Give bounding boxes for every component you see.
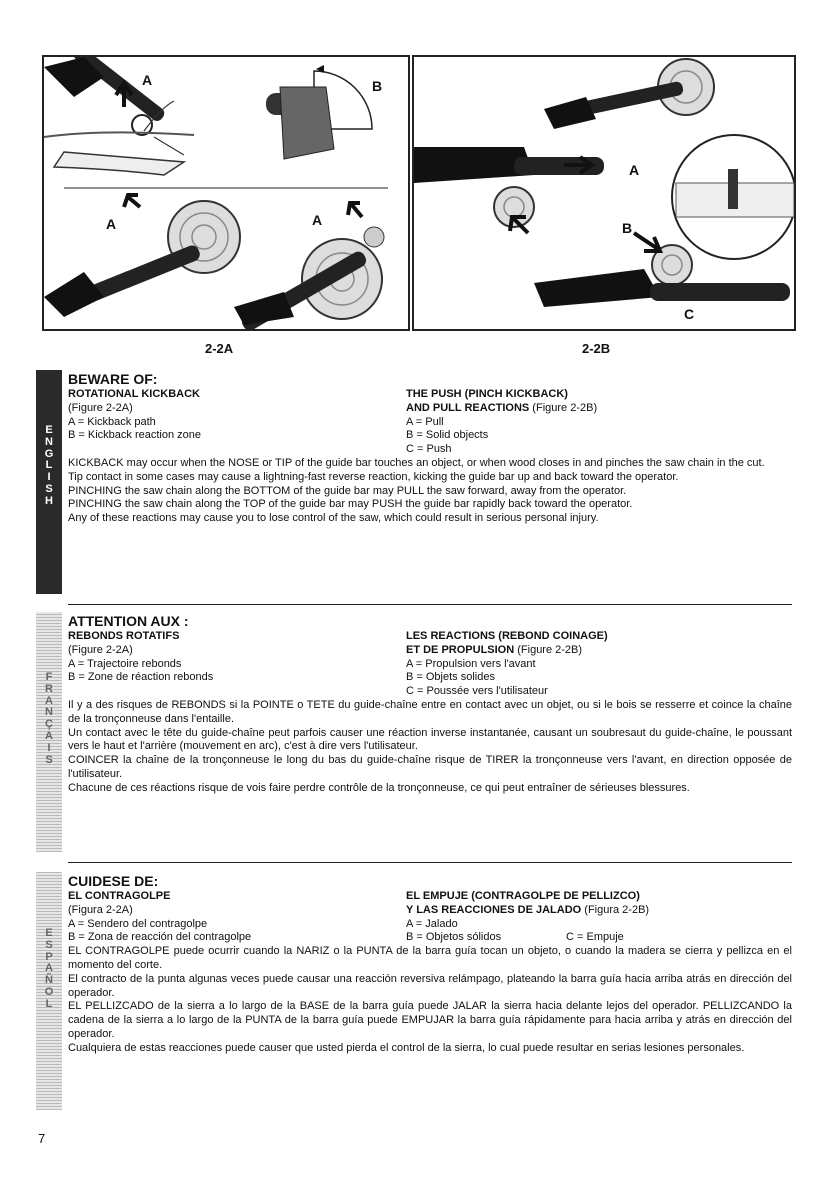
left-item-b: B = Kickback reaction zone <box>68 429 201 442</box>
left-item-b: B = Zona de reacción del contragolpe <box>68 931 252 944</box>
tab-letters-spanish: E S P A Ñ O L <box>44 927 54 1010</box>
right-figure-ref: (Figure 2-2B) <box>529 401 598 414</box>
left-item-b: B = Zone de réaction rebonds <box>68 671 214 684</box>
right-figure-ref: (Figure 2-2B) <box>514 643 583 656</box>
right-subtitle: Y LAS REACCIONES DE JALADO <box>406 903 582 916</box>
label-a-right: A <box>312 212 323 228</box>
chainsaw-middle <box>414 147 604 227</box>
tab-letters-french: F R A N Ç A I S <box>45 671 53 766</box>
left-item-a: A = Trajectoire rebonds <box>68 657 182 670</box>
right-item-c: C = Push <box>406 443 452 456</box>
paragraph: El contracto de la punta algunas veces puede causar una reacción reversiva relámpago, plateando la barra guía hacia arriba atrás en dirección del operador. <box>68 972 792 999</box>
label-a: A <box>629 162 640 178</box>
right-item-c: C = Empuje <box>566 931 624 944</box>
figure-caption-2-2a: 2-2A <box>205 341 234 356</box>
kickback-illustration <box>44 57 408 329</box>
paragraph: Tip contact in some cases may cause a lightning-fast reverse reaction, kicking the guide bar up and back toward the operator. <box>68 470 679 483</box>
right-item-c: C = Poussée vers l'utilisateur <box>406 685 548 698</box>
left-item-a: A = Kickback path <box>68 415 156 428</box>
section-heading: ATTENTION AUX : <box>68 613 189 629</box>
right-item-a: A = Jalado <box>406 917 458 930</box>
right-title: LES REACTIONS (REBOND COINAGE) <box>406 630 608 642</box>
figure-2-2b <box>412 55 796 331</box>
paragraph: PINCHING the saw chain along the TOP of the guide bar may PUSH the guide bar rapidly back toward the operator. <box>68 498 633 511</box>
right-subtitle: ET DE PROPULSION <box>406 643 515 656</box>
detail-circle <box>672 135 794 259</box>
paragraph: PINCHING the saw chain along the BOTTOM of the guide bar may PULL the saw forward, away from the operator. <box>68 484 627 497</box>
divider <box>68 604 792 605</box>
right-subtitle: AND PULL REACTIONS <box>406 401 530 414</box>
label-c: C <box>684 306 695 322</box>
left-figure-ref: (Figura 2-2A) <box>68 903 133 916</box>
paragraph: Any of these reactions may cause you to lose control of the saw, which could result in serious personal injury. <box>68 512 599 525</box>
label-a-left: A <box>106 216 117 232</box>
left-title: EL CONTRAGOLPE <box>68 890 171 902</box>
left-figure-ref: (Figure 2-2A) <box>68 643 133 656</box>
right-item-b: B = Objetos sólidos <box>406 931 502 944</box>
right-title: EL EMPUJE (CONTRAGOLPE DE PELLIZCO) <box>406 890 640 902</box>
paragraph: EL PELLIZCADO de la sierra a lo largo de la BASE de la barra guía puede JALAR la sierra hacia delante lejos del operador. PELLIZCANDO la cadena de la sierra a lo largo de la PUNTA de la barra guía puede EMPUJAR la barra guía rápidamente para hacia arriba y atrás en dirección del operador. <box>68 1000 792 1040</box>
left-title: ROTATIONAL KICKBACK <box>68 388 200 400</box>
right-item-b: B = Solid objects <box>406 429 489 442</box>
label-a-top: A <box>142 72 153 88</box>
label-b-top: B <box>372 78 383 94</box>
figure-caption-2-2b: 2-2B <box>582 341 611 356</box>
divider <box>68 862 792 863</box>
chainsaw-lower-left <box>44 201 240 317</box>
left-item-a: A = Sendero del contragolpe <box>68 917 208 930</box>
right-item-a: A = Propulsion vers l'avant <box>406 657 536 670</box>
left-title: REBONDS ROTATIFS <box>68 630 180 642</box>
reaction-zone-diagram <box>266 65 372 159</box>
paragraph: EL CONTRAGOLPE puede ocurrir cuando la NARIZ o la PUNTA de la barra guía tocan un objeto, o cuando la madera se cierra y pellizca en el momento del corte. <box>68 945 792 971</box>
paragraph: Il y a des risques de REBONDS si la POINTE o TETE du guide-chaîne entre en contact avec un objet, ou si le bois se resserre et coince la chaîne de la tronçonneuse dans l'entaille. <box>68 698 792 725</box>
paragraph: KICKBACK may occur when the NOSE or TIP of the guide bar touches an object, or when wood closes in and pinches the saw chain in the cut. <box>68 456 765 469</box>
section-heading: CUIDESE DE: <box>68 873 159 889</box>
right-item-b: B = Objets solides <box>406 671 495 684</box>
tab-letters-english: E N G L I S H <box>44 424 54 507</box>
chainsaw-top-left <box>44 57 167 135</box>
page-number: 7 <box>38 1131 46 1146</box>
left-figure-ref: (Figure 2-2A) <box>68 401 133 414</box>
label-b: B <box>622 220 633 236</box>
right-item-a: A = Pull <box>406 415 444 428</box>
section-heading: BEWARE OF: <box>68 371 158 387</box>
chainsaw-lower-right <box>234 227 384 329</box>
figure-2-2a <box>42 55 410 331</box>
paragraph: Cualquiera de estas reacciones puede causer que usted pierda el control de la sierra, lo cual puede resultar en serias lesiones personales. <box>68 1041 745 1054</box>
right-title: THE PUSH (PINCH KICKBACK) <box>406 388 568 400</box>
paragraph: COINCER la chaîne de la tronçonneuse le long du bas du guide-chaîne risque de TIRER la tronçonneuse vers l'avant, en direction opposée de l'utilisateur. <box>68 754 792 780</box>
push-pull-illustration <box>414 57 794 329</box>
paragraph: Un contact avec le tête du guide-chaîne peut parfois causer une réaction inverse instantanée, causant un soubresaut du guide-chaîne, le poussant vers le haut et l'arrière (mouvement en arc), c'est à dire vers l'utilisateur. <box>68 726 792 753</box>
chainsaw-top <box>544 59 714 129</box>
paragraph: Chacune de ces réactions risque de vois faire perdre contrôle de la tronçonneuse, ce qui peut entraîner de sérieuses blessures. <box>68 781 690 794</box>
right-figure-ref: (Figura 2-2B) <box>581 903 650 916</box>
